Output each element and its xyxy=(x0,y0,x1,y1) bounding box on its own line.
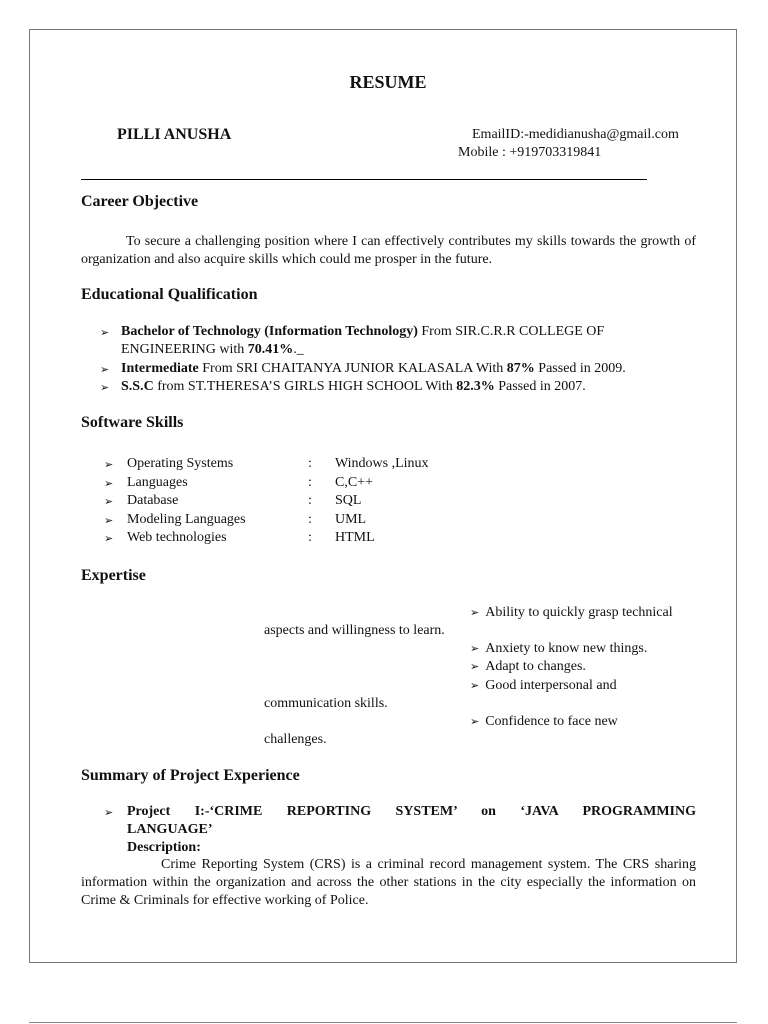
expertise-item xyxy=(470,713,618,731)
skill-row xyxy=(104,474,604,492)
skill-separator: : xyxy=(308,493,312,508)
arrow-bullet-icon: ➢ xyxy=(470,660,480,673)
score-tail: Passed in 2009. xyxy=(534,361,626,376)
score-tail: Passed in 2007. xyxy=(494,379,586,394)
score-tail: ._ xyxy=(293,342,304,357)
arrow-bullet-icon: ➢ xyxy=(104,513,114,527)
project-item xyxy=(104,803,696,857)
arrow-bullet-icon: ➢ xyxy=(100,326,110,339)
arrow-bullet-icon: ➢ xyxy=(470,679,480,692)
score: 82.3% xyxy=(456,379,495,394)
skill-row xyxy=(104,492,604,510)
expertise-text: Adapt to changes. xyxy=(485,659,586,674)
arrow-bullet-icon: ➢ xyxy=(104,458,114,471)
project-description-label: Description: xyxy=(127,840,201,855)
candidate-name: PILLI ANUSHA xyxy=(117,126,232,143)
education-item xyxy=(100,360,696,378)
institution-text: From SRI CHAITANYA JUNIOR KALASALA With xyxy=(198,361,507,376)
career-objective-text xyxy=(81,233,696,269)
software-skills-heading: Software Skills xyxy=(81,414,184,431)
expertise-continuation: challenges. xyxy=(264,732,327,747)
arrow-bullet-icon: ➢ xyxy=(470,642,480,655)
education-item xyxy=(100,378,696,396)
skill-value: C,C++ xyxy=(335,474,373,490)
project-description xyxy=(81,856,696,910)
institution-text: from ST.THERESA’S GIRLS HIGH SCHOOL With xyxy=(153,379,457,394)
skill-value: UML xyxy=(335,511,367,527)
project-summary-heading: Summary of Project Experience xyxy=(81,767,300,784)
arrow-bullet-icon: ➢ xyxy=(100,381,110,394)
expertise-item xyxy=(470,658,586,676)
arrow-bullet-icon: ➢ xyxy=(104,806,114,819)
skill-separator: : xyxy=(308,456,312,471)
mobile-number: Mobile : +919703319841 xyxy=(458,145,602,160)
skill-row xyxy=(104,455,604,473)
skill-label: Modeling Languages xyxy=(127,511,246,527)
skill-separator: : xyxy=(308,530,312,545)
expertise-text: Anxiety to know new things. xyxy=(485,641,648,656)
career-objective-body: To secure a challenging position where I can effectively contributes my skills towards the growth of organization and also acquire skills which could me prosper in the future. xyxy=(81,234,696,267)
next-page-edge xyxy=(29,1022,737,1023)
expertise-text: Good interpersonal and xyxy=(485,678,617,693)
skill-label: Database xyxy=(127,493,179,508)
skill-label: Web technologies xyxy=(127,530,227,545)
expertise-continuation: aspects and willingness to learn. xyxy=(264,623,445,638)
expertise-item xyxy=(470,677,617,695)
qualification-name: S.S.C xyxy=(121,379,154,394)
arrow-bullet-icon: ➢ xyxy=(470,715,480,728)
expertise-continuation: communication skills. xyxy=(264,696,388,711)
arrow-bullet-icon: ➢ xyxy=(104,495,114,508)
score: 70.41% xyxy=(247,342,294,357)
skill-value: HTML xyxy=(335,530,375,545)
skill-separator: : xyxy=(308,474,312,490)
project-title-line1: Project I:-‘CRIME REPORTING SYSTEM’ on ‘JAVA PROGRAMMING xyxy=(127,804,696,819)
expertise-text: Confidence to face new xyxy=(485,714,618,729)
education-item xyxy=(100,323,696,359)
arrow-bullet-icon: ➢ xyxy=(470,606,480,619)
score: 87% xyxy=(506,361,535,376)
skill-label: Operating Systems xyxy=(127,456,234,471)
arrow-bullet-icon: ➢ xyxy=(104,476,114,490)
resume-title: RESUME xyxy=(349,72,427,92)
email-id: EmailID:-medidianusha@gmail.com xyxy=(472,127,679,142)
institution-text: From SIR.C.R.R COLLEGE OF ENGINEERING with xyxy=(121,324,605,357)
expertise-heading: Expertise xyxy=(81,567,146,584)
skill-value: Windows ,Linux xyxy=(335,456,429,471)
expertise-text: Ability to quickly grasp technical xyxy=(485,605,673,620)
project-description-text: Crime Reporting System (CRS) is a criminal record management system. The CRS sharing information within the organization and across the other stations in the city especially the information on Crime & Criminals for effective working of Police. xyxy=(81,857,696,908)
skill-row xyxy=(104,529,604,547)
skill-separator: : xyxy=(308,511,312,527)
skill-row xyxy=(104,511,604,529)
arrow-bullet-icon: ➢ xyxy=(100,363,110,376)
skill-label: Languages xyxy=(127,474,188,490)
education-heading: Educational Qualification xyxy=(81,286,258,303)
expertise-item xyxy=(470,640,647,658)
qualification-name: Intermediate xyxy=(121,361,199,376)
arrow-bullet-icon: ➢ xyxy=(104,532,114,545)
project-title-line2: LANGUAGE’ xyxy=(127,822,213,837)
qualification-name: Bachelor of Technology (Information Technology) xyxy=(121,324,418,339)
skill-value: SQL xyxy=(335,493,362,508)
expertise-item xyxy=(470,604,673,622)
career-objective-heading: Career Objective xyxy=(81,193,199,210)
header-divider xyxy=(81,179,647,180)
